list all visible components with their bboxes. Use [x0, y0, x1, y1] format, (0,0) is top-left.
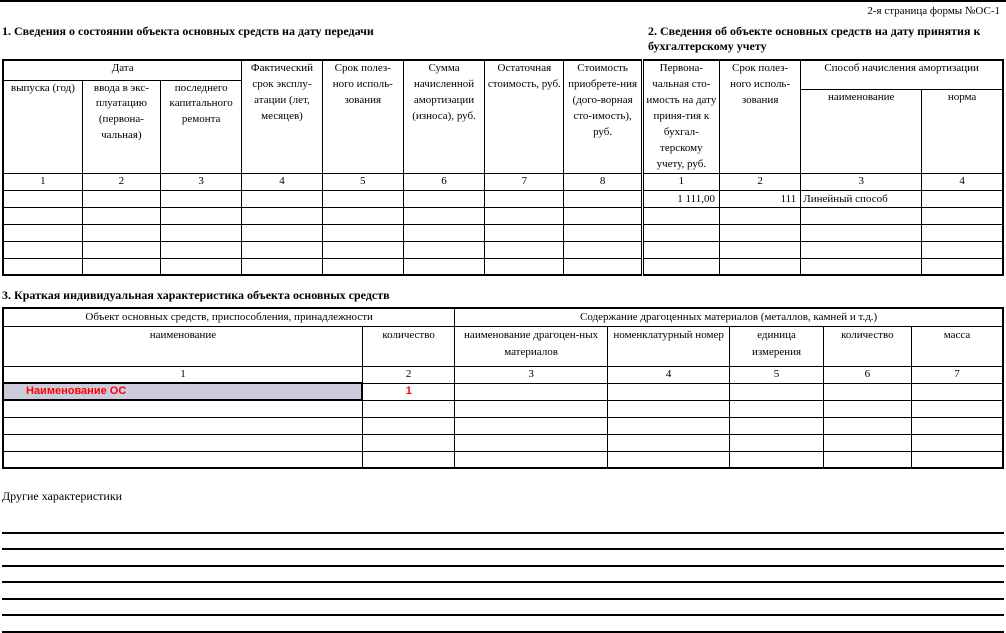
asset-quantity-cell[interactable]: 1	[362, 383, 454, 400]
empty-cell[interactable]	[3, 241, 82, 258]
empty-cell[interactable]	[403, 258, 484, 275]
empty-cell[interactable]	[82, 241, 160, 258]
s2-col-method-rate: норма	[922, 89, 1003, 173]
empty-cell[interactable]	[912, 383, 1003, 400]
empty-cell[interactable]	[719, 258, 800, 275]
other-characteristics-label: Другие характеристики	[2, 489, 123, 504]
empty-cell[interactable]	[82, 258, 160, 275]
empty-cell[interactable]	[161, 207, 242, 224]
empty-cell[interactable]	[801, 241, 922, 258]
s3-col-unit: единица измерения	[730, 326, 823, 366]
s2-value-rate[interactable]	[922, 190, 1003, 207]
empty-cell[interactable]	[922, 258, 1003, 275]
s1-cell-issue[interactable]	[3, 190, 82, 207]
empty-cell[interactable]	[82, 207, 160, 224]
empty-cell[interactable]	[161, 258, 242, 275]
s2-group-method: Способ начисления амортизации	[801, 60, 1003, 89]
empty-cell[interactable]	[730, 434, 823, 451]
s1-col-issue: выпуска (год)	[3, 80, 82, 173]
empty-cell[interactable]	[3, 400, 362, 417]
s1-colnum-8: 8	[564, 173, 642, 190]
empty-cell[interactable]	[3, 224, 82, 241]
s1-col-residual: Остаточная стоимость, руб.	[485, 60, 564, 173]
empty-cell[interactable]	[455, 434, 608, 451]
writing-line	[2, 550, 1004, 567]
empty-cell[interactable]	[485, 241, 564, 258]
empty-cell[interactable]	[455, 451, 608, 468]
s1-cell-residual[interactable]	[485, 190, 564, 207]
empty-cell[interactable]	[564, 241, 642, 258]
s3-col-name: наименование	[3, 326, 362, 366]
empty-cell[interactable]	[322, 258, 403, 275]
asset-name-cell-selected[interactable]: Наименование ОС	[3, 383, 362, 400]
empty-cell[interactable]	[82, 224, 160, 241]
s3-group-object: Объект основных средств, приспособления, принадлежности	[3, 308, 455, 326]
s2-value-useful-life[interactable]: 111	[719, 190, 800, 207]
empty-cell[interactable]	[912, 451, 1003, 468]
section2-title: 2. Сведения об объекте основных средств на дату принятия к бухгалтерскому учету	[648, 24, 981, 53]
s3-colnum-6: 6	[823, 366, 911, 383]
empty-cell[interactable]	[730, 451, 823, 468]
s1-colnum-1: 1	[3, 173, 82, 190]
s1-col-useful-life: Срок полез-ного исполь-зования	[322, 60, 403, 173]
empty-cell[interactable]	[161, 224, 242, 241]
empty-cell[interactable]	[922, 207, 1003, 224]
s3-colnum-2: 2	[362, 366, 454, 383]
empty-cell[interactable]	[3, 258, 82, 275]
empty-cell[interactable]	[362, 417, 454, 434]
writing-line	[2, 567, 1004, 584]
s1-colnum-4: 4	[242, 173, 322, 190]
s1-colnum-2: 2	[82, 173, 160, 190]
empty-cell[interactable]	[719, 224, 800, 241]
writing-line	[2, 534, 1004, 551]
s1-col-purchase: Стоимость приобрете-ния (дого-ворная сто-имость), руб.	[564, 60, 642, 173]
empty-cell[interactable]	[403, 241, 484, 258]
s1-cell-actual-use[interactable]	[242, 190, 322, 207]
empty-cell[interactable]	[485, 207, 564, 224]
characteristics-table	[2, 307, 1004, 469]
s1-colnum-6: 6	[403, 173, 484, 190]
empty-cell[interactable]	[912, 434, 1003, 451]
empty-cell[interactable]	[362, 434, 454, 451]
empty-cell[interactable]	[922, 241, 1003, 258]
s2-colnum-3: 3	[801, 173, 922, 190]
s2-col-useful-life: Срок полез-ного исполь-зования	[719, 60, 800, 173]
s1-cell-depreciation[interactable]	[403, 190, 484, 207]
s1-cell-useful-life[interactable]	[322, 190, 403, 207]
empty-cell[interactable]	[362, 451, 454, 468]
s1-cell-commission[interactable]	[82, 190, 160, 207]
writing-line	[2, 517, 1004, 534]
state-and-acceptance-table	[2, 59, 1004, 276]
s1-col-commission: ввода в экс-плуатацию (первона-чальная)	[82, 80, 160, 173]
empty-cell[interactable]	[242, 241, 322, 258]
page-header: 2-я страница формы №ОС-1	[867, 5, 1000, 17]
s2-value-initial-cost[interactable]: 1 111,00	[642, 190, 719, 207]
empty-cell[interactable]	[730, 383, 823, 400]
empty-cell[interactable]	[322, 241, 403, 258]
empty-cell[interactable]	[823, 451, 911, 468]
s2-colnum-1: 1	[642, 173, 719, 190]
s3-group-precious: Содержание драгоценных материалов (металлов, камней и т.д.)	[455, 308, 1003, 326]
writing-line	[2, 583, 1004, 600]
writing-line	[2, 600, 1004, 617]
empty-cell[interactable]	[719, 241, 800, 258]
empty-cell[interactable]	[922, 224, 1003, 241]
empty-cell[interactable]	[801, 207, 922, 224]
empty-cell[interactable]	[455, 400, 608, 417]
empty-cell[interactable]	[823, 434, 911, 451]
section3-title: 3. Краткая индивидуальная характеристика объекта основных средств	[2, 288, 390, 303]
s3-colnum-5: 5	[730, 366, 823, 383]
writing-lines	[2, 517, 1004, 633]
empty-cell[interactable]	[455, 383, 608, 400]
empty-cell[interactable]	[403, 207, 484, 224]
section1-title: 1. Сведения о состоянии объекта основных средств на дату передачи	[2, 24, 374, 38]
empty-cell[interactable]	[607, 451, 729, 468]
s3-col-quantity: количество	[362, 326, 454, 366]
empty-cell[interactable]	[564, 258, 642, 275]
empty-cell[interactable]	[607, 383, 729, 400]
empty-cell[interactable]	[403, 224, 484, 241]
empty-cell[interactable]	[242, 207, 322, 224]
empty-cell[interactable]	[455, 417, 608, 434]
s1-col-depreciation: Сумма начисленной амортизации (износа), руб.	[403, 60, 484, 173]
s2-colnum-4: 4	[922, 173, 1003, 190]
s3-colnum-4: 4	[607, 366, 729, 383]
s3-colnum-7: 7	[912, 366, 1003, 383]
empty-cell[interactable]	[719, 207, 800, 224]
empty-cell[interactable]	[362, 400, 454, 417]
form-page	[0, 2, 1006, 633]
empty-cell[interactable]	[3, 451, 362, 468]
empty-cell[interactable]	[912, 400, 1003, 417]
s1-colnum-7: 7	[485, 173, 564, 190]
empty-cell[interactable]	[823, 400, 911, 417]
s3-col-mass: масса	[912, 326, 1003, 366]
s3-colnum-1: 1	[3, 366, 362, 383]
s1-cell-overhaul[interactable]	[161, 190, 242, 207]
s3-col-precious-name: наименование драгоцен-ных материалов	[455, 326, 608, 366]
empty-cell[interactable]	[564, 224, 642, 241]
s1-colnum-5: 5	[322, 173, 403, 190]
empty-cell[interactable]	[161, 241, 242, 258]
s1-col-actual-use: Фактический срок эксплу-атации (лет, месяцев)	[242, 60, 322, 173]
empty-cell[interactable]	[801, 258, 922, 275]
empty-cell[interactable]	[607, 417, 729, 434]
s1-cell-purchase[interactable]	[564, 190, 642, 207]
s2-col-initial-cost: Первона-чальная сто-имость на дату приня-тия к бухгал-терскому учету, руб.	[642, 60, 719, 173]
writing-line	[2, 616, 1004, 633]
empty-cell[interactable]	[322, 207, 403, 224]
empty-cell[interactable]	[801, 224, 922, 241]
empty-cell[interactable]	[3, 207, 82, 224]
empty-cell[interactable]	[607, 434, 729, 451]
empty-cell[interactable]	[823, 383, 911, 400]
s1-col-overhaul: последнего капитального ремонта	[161, 80, 242, 173]
empty-cell[interactable]	[485, 258, 564, 275]
s3-col-nomenclature: номенклатурный номер	[607, 326, 729, 366]
s2-value-method-name[interactable]: Линейный способ	[801, 190, 922, 207]
empty-cell[interactable]	[242, 224, 322, 241]
empty-cell[interactable]	[912, 417, 1003, 434]
empty-cell[interactable]	[322, 224, 403, 241]
empty-cell[interactable]	[642, 207, 719, 224]
s3-colnum-3: 3	[455, 366, 608, 383]
section-titles	[2, 24, 1004, 54]
empty-cell[interactable]	[642, 241, 719, 258]
empty-cell[interactable]	[242, 258, 322, 275]
empty-cell[interactable]	[485, 224, 564, 241]
s2-col-method-name: наименование	[801, 89, 922, 173]
s2-colnum-2: 2	[719, 173, 800, 190]
empty-cell[interactable]	[3, 417, 362, 434]
empty-cell[interactable]	[3, 434, 362, 451]
s3-col-precious-quantity: количество	[823, 326, 911, 366]
empty-cell[interactable]	[642, 224, 719, 241]
empty-cell[interactable]	[730, 417, 823, 434]
empty-cell[interactable]	[730, 400, 823, 417]
empty-cell[interactable]	[607, 400, 729, 417]
empty-cell[interactable]	[823, 417, 911, 434]
s1-colnum-3: 3	[161, 173, 242, 190]
empty-cell[interactable]	[564, 207, 642, 224]
s1-group-date: Дата	[3, 60, 242, 80]
empty-cell[interactable]	[642, 258, 719, 275]
